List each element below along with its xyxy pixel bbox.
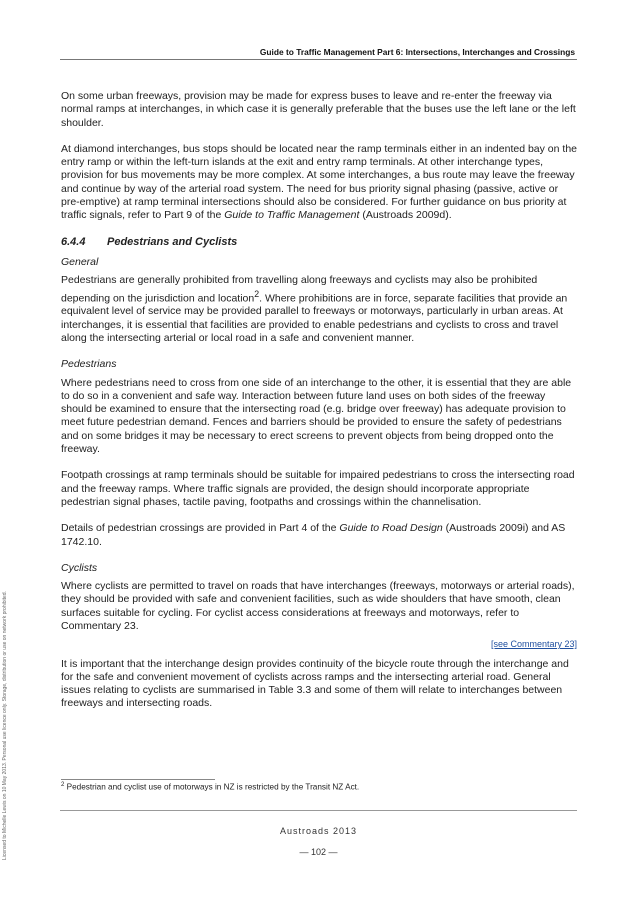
commentary-23-link[interactable]: [see Commentary 23] (490, 639, 577, 650)
pedestrians-paragraph-3: Details of pedestrian crossings are provided in Part 4 of the Guide to Road Design (Austroads 2009i) and AS 1742.10. (61, 522, 566, 548)
section-title: Pedestrians and Cyclists (107, 235, 238, 248)
footnote-ref[interactable]: 2 (254, 288, 260, 299)
cyclists-heading: Cyclists (61, 561, 98, 574)
licence-watermark: Licensed to Michelle Lewis on 10 May 2013. Personal use licence only. Storage, distribution or use on network prohibited. (2, 591, 8, 860)
section-number: 6.4.4 (61, 235, 86, 248)
footnote: $^2$ Pedestrian and cyclist use of motorways in NZ is restricted by the Transit NZ Act. (61, 782, 360, 792)
footer-organisation: Austroads 2013 (279, 826, 358, 836)
road-design-ref: Guide to Road Design (339, 522, 443, 535)
bus-paragraph-1: On some urban freeways, provision may be made for express buses to leave and re-enter the freeway via normal ramps at interchanges, in which case it is generally preferable that the buses use the left lane or the left shoulder. (61, 90, 576, 129)
general-paragraph: Pedestrians are generally prohibited from travelling along freeways and cyclists may also be prohibited depending on the jurisdiction and location$^2$. Where prohibitions are in force, separate facilities that provide an equivalent level of service may be provided parallel to freeways or motorways, particularly in urban areas. At interchanges, it is essential that facilities are provided to enable pedestrians and cyclists to cross and travel along the intersecting arterial or local road in a safe and convenient manner. (61, 274, 568, 344)
bus-paragraph-2: At diamond interchanges, bus stops should be located near the ramp terminals either in an indented bay on the entry ramp or within the left-turn islands at the exit and entry ramp terminals. At other interchange types, provision for bus movements may be more complex. At some interchanges, a bus route may leave the freeway and continue by way of the arterial road system. The need for bus priority signal phasing (passive, active or pre-emptive) at ramp terminal intersections should also be considered. For further guidance on bus priority at traffic signals, refer to Part 9 of the Guide to Traffic Management (Austroads 2009d). (61, 142, 577, 222)
page-body (61, 90, 577, 724)
cyclists-paragraph-1: Where cyclists are permitted to travel on roads that have interchanges (freeways, motorways or arterial roads), they should be provided with safe and convenient facilities, such as wide shoulders that have smooth, clean surfaces suitable for cycling. For cyclist access considerations at freeways and motorways, refer to Commentary 23. (61, 580, 575, 632)
pedestrians-paragraph-2: Footpath crossings at ramp terminals should be suitable for impaired pedestrians to cross the intersecting road and the freeway ramps. Where traffic signals are provided, the design should incorporate appropriate pedestrian signal phases, tactile paving, footpaths and crossings within the channelisation. (61, 469, 575, 508)
footnote-divider (61, 779, 215, 780)
footer-divider (60, 810, 577, 811)
header-divider (60, 59, 577, 60)
pedestrians-paragraph-1: Where pedestrians need to cross from one side of an interchange to the other, it is essential that they are able to do so in a convenient and safe way. Interaction between future land uses on both sides of the freeway should be examined to ensure that the intersecting road (e.g. bridge over freeway) has adequate provision to meet future pedestrian demand. Fences and barriers should be provided to ensure the safety of pedestrians and on some bridges it may be necessary to erect screens to prevent objects from being dropped onto the freeway. (61, 376, 572, 456)
cyclists-paragraph-2: It is important that the interchange design provides continuity of the bicycle route through the interchange and for the safe and convenient movement of cyclists across ramps and the intersecting arterial road. General issues relating to cyclists are summarised in Table 3.3 and some of them will relate to interchanges between freeways and intersecting roads. (61, 657, 569, 710)
general-heading: General (61, 255, 99, 268)
page-number: — 102 — (299, 847, 338, 857)
guide-title-ref: Guide to Traffic Management (224, 209, 360, 222)
commentary-link-line (61, 638, 577, 651)
section-heading (61, 236, 577, 249)
running-header: Guide to Traffic Management Part 6: Intersections, Interchanges and Crossings (259, 47, 575, 57)
pedestrians-heading: Pedestrians (61, 358, 117, 371)
